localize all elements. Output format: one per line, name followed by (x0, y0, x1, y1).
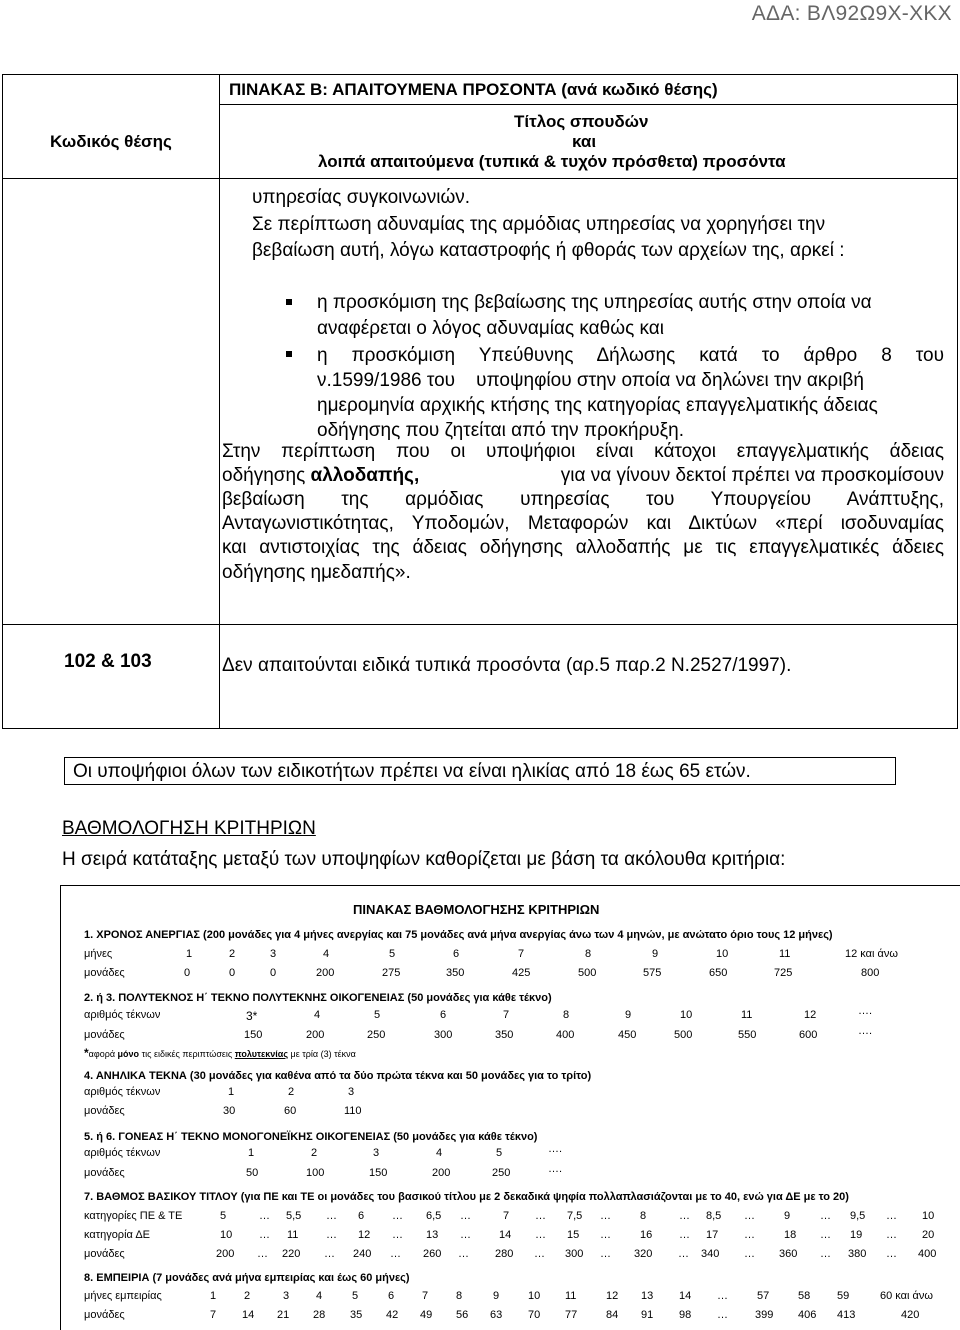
row-value: 59 (837, 1290, 850, 1302)
row-value: … (886, 1248, 897, 1260)
row-value: 11 (287, 1229, 299, 1241)
row-value: 7 (210, 1309, 217, 1321)
row-label: μονάδες (84, 1167, 125, 1179)
row-value: 650 (709, 967, 728, 979)
row-value: … (257, 1248, 268, 1260)
row-value: 6 (453, 948, 460, 960)
row-value: 6 (440, 1009, 447, 1021)
row-value: … (886, 1210, 897, 1222)
row-value: 8 (456, 1290, 463, 1302)
row-label: μονάδες (84, 1248, 125, 1260)
row-value: 10 (220, 1229, 233, 1241)
para2-line2-start: οδήγησης (222, 465, 311, 486)
row-value: … (259, 1210, 270, 1222)
row-value: 220 (282, 1248, 301, 1260)
row-value: … (679, 1210, 690, 1222)
row-value: … (717, 1309, 728, 1321)
row-value: 6 (388, 1290, 395, 1302)
row-value: 5 (389, 948, 396, 960)
table-b-row-divider (2, 624, 958, 625)
note-a: αφορά (88, 1049, 118, 1059)
row-value: … (326, 1229, 337, 1241)
row-value: … (820, 1248, 831, 1260)
row-value: 200 (216, 1248, 235, 1260)
table-b-title: ΠΙΝΑΚΑΣ Β: ΑΠΑΙΤΟΥΜΕΝΑ ΠΡΟΣΟΝΤΑ (ανά κωδικό θέσης) (229, 80, 718, 99)
row-value: 7 (422, 1290, 429, 1302)
para2-line5: και αντιστοιχίας της άδειας οδήγησης αλλοδαπής με τις επαγγελματικές άδειες (222, 537, 944, 558)
row-value: 13 (426, 1229, 439, 1241)
row-value: 28 (313, 1309, 326, 1321)
row-value: 0 (184, 967, 191, 979)
row-value: … (390, 1248, 401, 1260)
row-value: 77 (565, 1309, 578, 1321)
row-value: 360 (779, 1248, 798, 1260)
row-label: μονάδες (84, 1105, 125, 1117)
table-b-column-divider (219, 74, 220, 729)
row-value: … (820, 1229, 831, 1241)
row-value: … (717, 1290, 728, 1302)
row-ellipsis: …. (858, 1025, 873, 1037)
row-value: 10 (528, 1290, 541, 1302)
bullet1-line2: αναφέρεται ο λόγος αδυναμίας καθώς και (317, 318, 664, 339)
row-value: 7 (503, 1009, 510, 1021)
row-label: κατηγορίες ΠΕ & ΤΕ (84, 1210, 183, 1222)
row-value: 4 (316, 1290, 323, 1302)
text-102-103: Δεν απαιτούνται ειδικά τυπικά προσόντα (αρ.5 παρ.2 Ν.2527/1997). (222, 655, 792, 676)
row-label: μονάδες (84, 1029, 125, 1041)
row-value: 12 (804, 1009, 817, 1021)
row-value: 5 (496, 1147, 503, 1159)
row-value: 300 (434, 1029, 453, 1041)
bullet1-line1: η προσκόμιση της βεβαίωσης της υπηρεσίας αυτής στην οποία να (317, 292, 872, 313)
row-value: 600 (799, 1029, 818, 1041)
row-ellipsis: …. (548, 1163, 563, 1175)
row-value: 575 (643, 967, 662, 979)
row-value: … (535, 1210, 546, 1222)
row-value: 13 (641, 1290, 654, 1302)
row-value: 30 (223, 1105, 236, 1117)
row-value: 4 (314, 1009, 321, 1021)
note-star: * (84, 1046, 89, 1060)
row-value: 56 (456, 1309, 469, 1321)
row-value: 500 (578, 967, 597, 979)
row-value: 2 (288, 1086, 295, 1098)
row-value: 9,5 (850, 1210, 866, 1222)
row-value: 9 (652, 948, 659, 960)
row-value: 8,5 (706, 1210, 722, 1222)
row-value: … (326, 1210, 337, 1222)
para2-line6: οδήγησης ημεδαπής». (222, 562, 411, 583)
row-value: 260 (423, 1248, 442, 1260)
col-title-header-2: και (572, 132, 597, 151)
row-value: … (392, 1229, 403, 1241)
para2-line4: Ανταγωνιστικότητας, Υποδομών, Μεταφορών και Δικτύων «περί ισοδυναμίας (222, 513, 944, 534)
scoring-intro: Η σειρά κατάταξης μεταξύ των υποψηφίων καθορίζεται με βάση τα ακόλουθα κριτήρια: (62, 849, 786, 870)
row-value: 1 (248, 1147, 255, 1159)
row-value: 240 (353, 1248, 372, 1260)
criterion-7-pe-row (0, 1210, 960, 1224)
row-value: 9 (784, 1210, 791, 1222)
row-value: 450 (618, 1029, 637, 1041)
row-value: … (820, 1210, 831, 1222)
note-c: τις ειδικές περιπτώσεις (139, 1049, 235, 1059)
foreign-label: αλλοδαπής, (310, 465, 420, 486)
para2-line2-end: για να γίνουν δεκτοί πρέπει να προσκομίσουν (555, 465, 944, 486)
criterion-8-months-row (0, 1290, 960, 1304)
row-value: … (324, 1248, 335, 1260)
row-value: 1 (186, 948, 193, 960)
para1-line2: βεβαίωση αυτή, λόγω καταστροφής ή φθοράς των αρχείων της, αρκεί : (252, 240, 845, 261)
para2-line2 (222, 465, 944, 487)
para2-line3: βεβαίωση της αρμόδιας υπηρεσίας του Υπουργείου Ανάπτυξης, (222, 489, 944, 510)
row-value: 9 (625, 1009, 632, 1021)
row-value: 91 (641, 1309, 654, 1321)
criterion-5-title: 5. ή 6. ΓΟΝΕΑΣ Η΄ ΤΕΚΝΟ ΜΟΝΟΓΟΝΕΪΚΗΣ ΟΙΚΟΓΕΝΕΙΑΣ (50 μονάδες για κάθε τέκνο) (84, 1131, 538, 1143)
row-value: 340 (701, 1248, 720, 1260)
row-value: 500 (674, 1029, 693, 1041)
row-value: 7 (518, 948, 525, 960)
row-value: 3 (283, 1290, 290, 1302)
row-value: 7,5 (567, 1210, 583, 1222)
row-value: … (886, 1229, 897, 1241)
row-value: 3 (270, 948, 277, 960)
row-value: 320 (634, 1248, 653, 1260)
row-value: … (678, 1248, 689, 1260)
row-value: 11 (779, 948, 791, 960)
row-value: 5 (374, 1009, 381, 1021)
row-value: 14 (499, 1229, 512, 1241)
criterion-7-title: 7. ΒΑΘΜΟΣ ΒΑΣΙΚΟΥ ΤΙΤΛΟΥ (για ΠΕ και ΤΕ οι μονάδες του βασικού τίτλου με 2 δεκαδικά ψηφία πολλαπλασιάζονται με το 40, ενώ για ΔΕ με το 20) (84, 1191, 849, 1203)
col-title-header-3: λοιπά απαιτούμενα (τυπικά & τυχόν πρόσθετα) προσόντα (318, 152, 786, 171)
bullet2-line1: η προσκόμιση Υπεύθυνης Δήλωσης κατά το άρθρο 8 του (317, 345, 944, 366)
row-value: 3 (348, 1086, 355, 1098)
row-value: 275 (382, 967, 401, 979)
row-value: 11 (741, 1009, 753, 1021)
row-value: 3 (373, 1147, 380, 1159)
row-value: … (460, 1210, 471, 1222)
row-value: 10 (680, 1009, 693, 1021)
age-note: Οι υποψήφιοι όλων των ειδικοτήτων πρέπει να είναι ηλικίας από 18 έως 65 ετών. (73, 761, 751, 782)
row-value: 200 (316, 967, 335, 979)
row-label: μονάδες (84, 1309, 125, 1321)
table-b-header-divider (2, 178, 958, 179)
criteria-title: ΠΙΝΑΚΑΣ ΒΑΘΜΟΛΟΓΗΣΗΣ ΚΡΙΤΗΡΙΩΝ (353, 902, 600, 917)
row-ellipsis: …. (548, 1143, 563, 1155)
criterion-2-points-row (0, 1025, 960, 1043)
row-value: 21 (277, 1309, 290, 1321)
row-value: 7 (503, 1210, 510, 1222)
bullet2-line4: οδήγησης που ζητείται από την προκήρυξη. (317, 420, 684, 441)
note-b: μόνο (117, 1049, 140, 1059)
row-value: 14 (242, 1309, 255, 1321)
criterion-5-points-row (0, 1163, 960, 1181)
row-value: 725 (774, 967, 793, 979)
row-value: 406 (798, 1309, 817, 1321)
row-value: 400 (556, 1029, 575, 1041)
row-value: 5 (352, 1290, 359, 1302)
row-value: 11 (565, 1290, 577, 1302)
row-value: 60 (284, 1105, 297, 1117)
row-value: 413 (837, 1309, 856, 1321)
criterion-4-points-row (0, 1105, 960, 1119)
row-value: 2 (244, 1290, 251, 1302)
row-value: 800 (861, 967, 880, 979)
row-value: 20 (922, 1229, 935, 1241)
note-d: πολυτεκνίας (234, 1049, 289, 1059)
row-value: 58 (798, 1290, 811, 1302)
row-value: 0 (270, 967, 277, 979)
criterion-1-title: 1. ΧΡΟΝΟΣ ΑΝΕΡΓΙΑΣ (200 μονάδες για 4 μήνες ανεργίας και 75 μονάδες ανά μήνα ανεργίας άνω των 4 μηνών, με ανώτατο όριο τους 12 μήνες) (84, 929, 833, 941)
criterion-8-points-row (0, 1309, 960, 1323)
row-label: αριθμός τέκνων (84, 1086, 161, 1098)
row-value: 150 (244, 1029, 263, 1041)
row-value: … (259, 1229, 270, 1241)
row-value: 350 (446, 967, 465, 979)
row-value: 14 (679, 1290, 692, 1302)
row-value: … (744, 1248, 755, 1260)
row-value: 63 (490, 1309, 503, 1321)
row-value: 8 (585, 948, 592, 960)
row-value: 420 (901, 1309, 920, 1321)
para2-line1: Στην περίπτωση που οι υποψήφιοι είναι κάτοχοι επαγγελματικής άδειας (222, 441, 944, 462)
row-value: … (392, 1210, 403, 1222)
table-b-title-divider (219, 104, 957, 105)
row-value: 57 (757, 1290, 770, 1302)
row-value: 300 (565, 1248, 584, 1260)
row-value: … (600, 1248, 611, 1260)
bullet-icon (286, 351, 292, 357)
row-label: κατηγορία ΔΕ (84, 1229, 150, 1241)
row-value: 19 (850, 1229, 863, 1241)
row-value: 35 (350, 1309, 363, 1321)
row-value: 9 (493, 1290, 500, 1302)
row-value: 5,5 (286, 1210, 302, 1222)
bullet2-line2: ν.1599/1986 του υποψηφίου στην οποία να δηλώνει την ακριβή (317, 370, 864, 391)
row-value: 150 (369, 1167, 388, 1179)
row-value: 2 (229, 948, 236, 960)
row-value: 100 (306, 1167, 325, 1179)
row-value: 12 και άνω (845, 948, 898, 960)
row-value: 250 (367, 1029, 386, 1041)
row-label: αριθμός τέκνων (84, 1147, 161, 1159)
row-value: 16 (640, 1229, 653, 1241)
criterion-2-note (84, 1046, 356, 1060)
row-value: 70 (528, 1309, 541, 1321)
row-value: 6 (358, 1210, 365, 1222)
row-value: 98 (679, 1309, 692, 1321)
ada-code: ΑΔΑ: ΒΛ92Ω9Χ-ΧΚΧ (751, 2, 952, 25)
criterion-7-de-row (0, 1229, 960, 1243)
row-value: 200 (432, 1167, 451, 1179)
bullet2-line3: ημερομηνία αρχικής κτήσης της κατηγορίας επαγγελματικής άδειας (317, 395, 878, 416)
criterion-4-title: 4. ΑΝΗΛΙΚΑ ΤΕΚΝΑ (30 μονάδες για καθένα από τα δύο πρώτα τέκνα και 50 μονάδες για το τρίτο) (84, 1070, 592, 1082)
row-value: 399 (755, 1309, 774, 1321)
criterion-2-children-row (0, 1005, 960, 1023)
row-ellipsis: …. (858, 1005, 873, 1017)
row-value: 6,5 (426, 1210, 442, 1222)
criterion-1-months-row (0, 948, 960, 962)
row-value: 49 (420, 1309, 433, 1321)
row-label: αριθμός τέκνων (84, 1009, 161, 1021)
row-value: 84 (606, 1309, 619, 1321)
row-value: … (534, 1248, 545, 1260)
row-value: 8 (563, 1009, 570, 1021)
row-value: 0 (229, 967, 236, 979)
row-value: 425 (512, 967, 531, 979)
row-value: 1 (210, 1290, 217, 1302)
row-value: 250 (492, 1167, 511, 1179)
row-value: … (460, 1229, 471, 1241)
row-value: 280 (495, 1248, 514, 1260)
row-label: μήνες (84, 948, 113, 960)
row-value: … (600, 1210, 611, 1222)
row-value: 4 (436, 1147, 443, 1159)
code-102-103: 102 & 103 (64, 651, 152, 672)
criterion-2-title: 2. ή 3. ΠΟΛΥΤΕΚΝΟΣ Η΄ ΤΕΚΝΟ ΠΟΛΥΤΕΚΝΗΣ ΟΙΚΟΓΕΝΕΙΑΣ (50 μονάδες για κάθε τέκνο) (84, 992, 552, 1004)
row-value: 380 (848, 1248, 867, 1260)
row-value: 3* (246, 1009, 258, 1023)
row-value: 42 (386, 1309, 399, 1321)
criterion-8-title: 8. ΕΜΠΕΙΡΙΑ (7 μονάδες ανά μήνα εμπειρίας και έως 60 μήνες) (84, 1272, 410, 1284)
col-code-header: Κωδικός θέσης (50, 132, 172, 151)
row-value: 10 (922, 1210, 935, 1222)
row-value: … (679, 1229, 690, 1241)
row-value: … (458, 1248, 469, 1260)
row-value: 5 (220, 1210, 227, 1222)
continued-line: υπηρεσίας συγκοινωνιών. (252, 187, 471, 208)
row-value: … (535, 1229, 546, 1241)
para1-line1: Σε περίπτωση αδυναμίας της αρμόδιας υπηρεσίας να χορηγήσει την (252, 214, 826, 235)
row-label: μήνες εμπειρίας (84, 1290, 162, 1302)
criterion-1-points-row (0, 967, 960, 981)
criterion-7-points-row (0, 1248, 960, 1262)
bullet-icon (286, 299, 292, 305)
row-value: 18 (784, 1229, 797, 1241)
row-value: 110 (344, 1105, 362, 1117)
row-value: 50 (246, 1167, 259, 1179)
scoring-heading: ΒΑΘΜΟΛΟΓΗΣΗ ΚΡΙΤΗΡΙΩΝ (62, 818, 316, 839)
row-value: … (600, 1229, 611, 1241)
col-title-header-1: Τίτλος σπουδών (514, 112, 649, 131)
criterion-4-children-row (0, 1086, 960, 1100)
note-e: με τρία (3) τέκνα (288, 1049, 356, 1059)
row-value: 15 (567, 1229, 580, 1241)
row-value: 2 (311, 1147, 318, 1159)
row-label: μονάδες (84, 967, 125, 979)
criterion-5-children-row (0, 1143, 960, 1161)
row-value: 550 (738, 1029, 757, 1041)
row-value: 17 (706, 1229, 719, 1241)
row-value: 400 (918, 1248, 937, 1260)
row-value: 8 (640, 1210, 647, 1222)
row-value: 1 (228, 1086, 235, 1098)
row-value: 200 (306, 1029, 325, 1041)
row-value: 10 (716, 948, 729, 960)
row-value: 12 (358, 1229, 371, 1241)
row-value: … (744, 1229, 755, 1241)
row-value: 12 (606, 1290, 619, 1302)
row-value: 350 (495, 1029, 514, 1041)
row-value: 4 (323, 948, 330, 960)
row-value: 60 και άνω (880, 1290, 933, 1302)
row-value: … (744, 1210, 755, 1222)
